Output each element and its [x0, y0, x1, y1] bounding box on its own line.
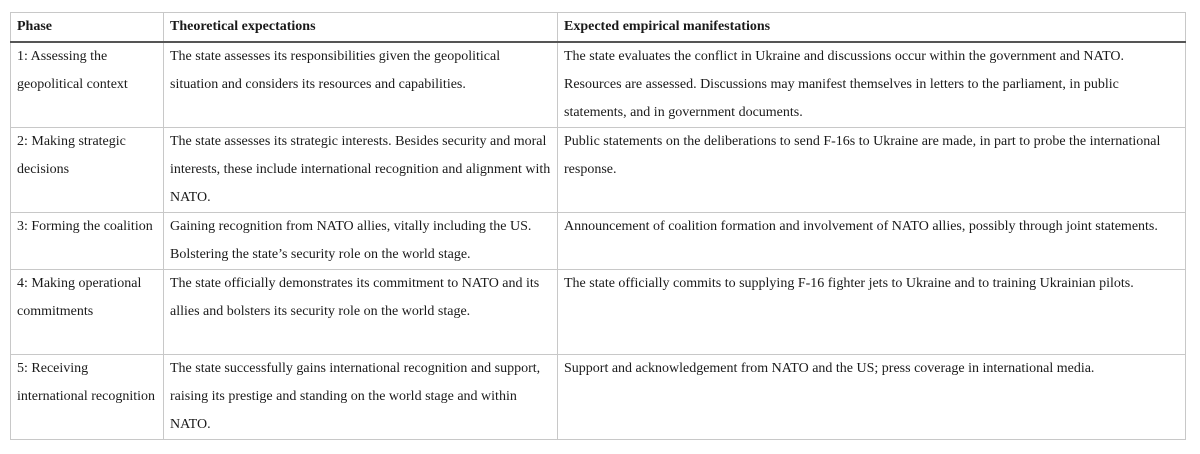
- table-row: [11, 270, 1186, 355]
- theoretical-cell: Gaining recognition from NATO allies, vitally including the US. Bolstering the state’s security role on the world stage.: [164, 213, 558, 270]
- phase-cell: 3: Forming the coalition: [11, 213, 164, 270]
- theoretical-cell: The state assesses its strategic interests. Besides security and moral interests, these include international recognition and alignment with NATO.: [164, 128, 558, 213]
- theoretical-cell: The state officially demonstrates its commitment to NATO and its allies and bolsters its security role on the world stage.: [164, 270, 558, 355]
- empirical-cell: The state officially commits to supplying F-16 fighter jets to Ukraine and to training Ukrainian pilots.: [558, 270, 1186, 355]
- phases-table-container: [10, 12, 1185, 440]
- phase-cell: 1: Assessing the geopolitical context: [11, 42, 164, 128]
- table-header-row: [11, 13, 1186, 43]
- table-row: [11, 213, 1186, 270]
- empirical-cell: The state evaluates the conflict in Ukraine and discussions occur within the government and NATO. Resources are assessed. Discussions may manifest themselves in letters to the parliament, in public statements, and in government documents.: [558, 42, 1186, 128]
- phase-cell: 4: Making operational commitments: [11, 270, 164, 355]
- table-row: [11, 128, 1186, 213]
- theoretical-cell: The state assesses its responsibilities given the geopolitical situation and considers its resources and capabilities.: [164, 42, 558, 128]
- theoretical-cell: The state successfully gains international recognition and support, raising its prestige and standing on the world stage and within NATO.: [164, 355, 558, 440]
- header-expected-empirical-manifestations: Expected empirical manifestations: [558, 13, 1186, 43]
- table-row: [11, 355, 1186, 440]
- phase-cell: 5: Receiving international recognition: [11, 355, 164, 440]
- phases-table: [10, 12, 1186, 440]
- table-row: [11, 42, 1186, 128]
- empirical-cell: Announcement of coalition formation and involvement of NATO allies, possibly through joint statements.: [558, 213, 1186, 270]
- header-phase: Phase: [11, 13, 164, 43]
- phase-cell: 2: Making strategic decisions: [11, 128, 164, 213]
- header-theoretical-expectations: Theoretical expectations: [164, 13, 558, 43]
- empirical-cell: Support and acknowledgement from NATO and the US; press coverage in international media.: [558, 355, 1186, 440]
- empirical-cell: Public statements on the deliberations to send F-16s to Ukraine are made, in part to probe the international response.: [558, 128, 1186, 213]
